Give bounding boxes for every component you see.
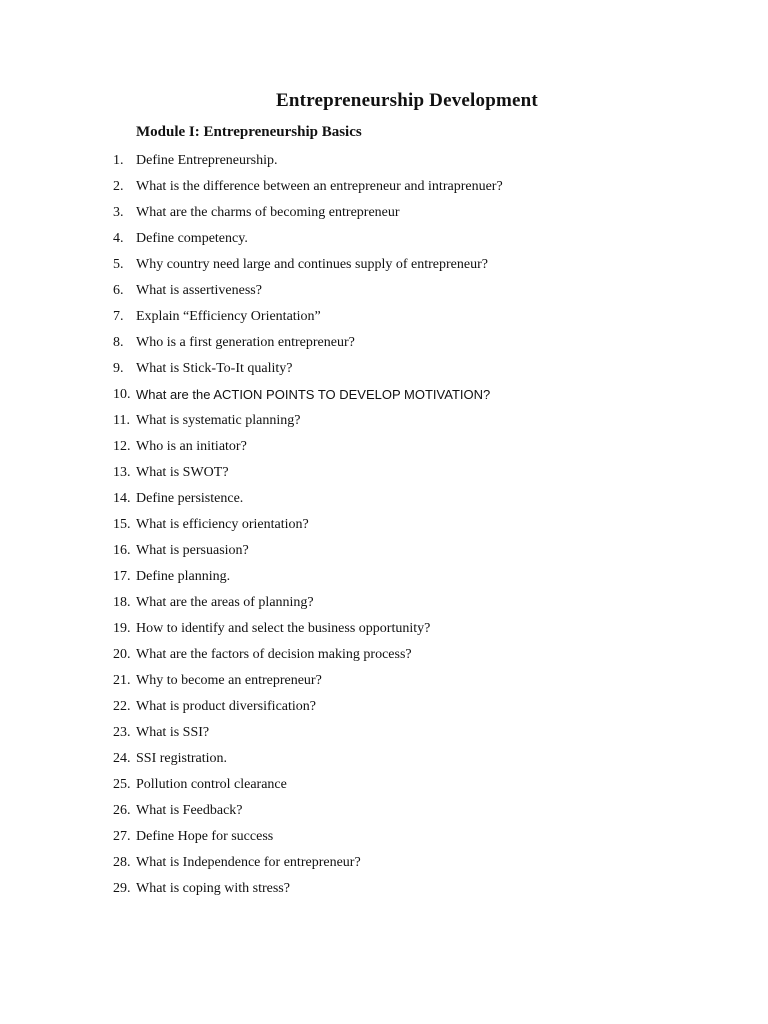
question-item — [0, 460, 768, 486]
question-text: What is systematic planning? — [136, 413, 301, 428]
question-text: SSI registration. — [136, 751, 227, 766]
question-number: 13. — [113, 465, 131, 480]
question-item — [0, 226, 768, 252]
question-list — [0, 148, 768, 902]
question-text: Define competency. — [136, 231, 248, 246]
question-text: Why country need large and continues supply of entrepreneur? — [136, 257, 488, 272]
question-number: 15. — [113, 517, 131, 532]
question-item — [0, 408, 768, 434]
question-number: 17. — [113, 569, 131, 584]
question-text: What is coping with stress? — [136, 881, 290, 896]
question-text: Explain “Efficiency Orientation” — [136, 309, 321, 324]
question-text: What is efficiency orientation? — [136, 517, 309, 532]
question-item — [0, 876, 768, 902]
module-heading: Module I: Entrepreneurship Basics — [136, 124, 362, 140]
question-text: What is Independence for entrepreneur? — [136, 855, 361, 870]
question-number: 1. — [113, 153, 124, 168]
question-text: What is SWOT? — [136, 465, 229, 480]
question-number: 10. — [113, 387, 131, 402]
question-item — [0, 252, 768, 278]
question-number: 3. — [113, 205, 124, 220]
question-text: What are the charms of becoming entrepreneur — [136, 205, 400, 220]
question-number: 22. — [113, 699, 131, 714]
question-number: 9. — [113, 361, 124, 376]
question-text: What is Feedback? — [136, 803, 243, 818]
question-item — [0, 668, 768, 694]
question-item — [0, 720, 768, 746]
question-item — [0, 278, 768, 304]
document-title — [0, 90, 768, 112]
question-item — [0, 330, 768, 356]
question-item — [0, 200, 768, 226]
question-item — [0, 174, 768, 200]
question-number: 19. — [113, 621, 131, 636]
question-text: What is Stick-To-It quality? — [136, 361, 293, 376]
question-item — [0, 564, 768, 590]
question-number: 21. — [113, 673, 131, 688]
question-number: 16. — [113, 543, 131, 558]
question-item — [0, 434, 768, 460]
question-text: What is the difference between an entrepreneur and intraprenuer? — [136, 179, 503, 194]
question-number: 26. — [113, 803, 131, 818]
question-item — [0, 304, 768, 330]
question-number: 11. — [113, 413, 130, 428]
question-text: What is persuasion? — [136, 543, 249, 558]
question-text: Define planning. — [136, 569, 231, 584]
question-number: 23. — [113, 725, 131, 740]
question-text: Why to become an entrepreneur? — [136, 673, 322, 688]
question-number: 20. — [113, 647, 131, 662]
question-number: 25. — [113, 777, 131, 792]
question-number: 27. — [113, 829, 131, 844]
question-number: 5. — [113, 257, 124, 272]
question-text: Define Hope for success — [136, 829, 274, 844]
question-item — [0, 746, 768, 772]
document-title-text: Entrepreneurship Development — [276, 90, 538, 111]
question-item — [0, 772, 768, 798]
question-number: 28. — [113, 855, 131, 870]
question-text: What is assertiveness? — [136, 283, 262, 298]
question-text: What are the ACTION POINTS TO DEVELOP MOTIVATION? — [136, 387, 491, 402]
question-item — [0, 356, 768, 382]
question-number: 2. — [113, 179, 124, 194]
question-text: Pollution control clearance — [136, 777, 287, 792]
question-text: How to identify and select the business opportunity? — [136, 621, 431, 636]
question-number: 18. — [113, 595, 131, 610]
question-text: Who is a first generation entrepreneur? — [136, 335, 355, 350]
question-number: 12. — [113, 439, 131, 454]
question-text: Define persistence. — [136, 491, 244, 506]
question-item — [0, 616, 768, 642]
question-item — [0, 538, 768, 564]
question-number: 14. — [113, 491, 131, 506]
question-item — [0, 850, 768, 876]
question-item — [0, 148, 768, 174]
question-item — [0, 798, 768, 824]
question-item — [0, 642, 768, 668]
question-number: 24. — [113, 751, 131, 766]
question-item — [0, 694, 768, 720]
question-text: What are the factors of decision making process? — [136, 647, 412, 662]
question-item — [0, 824, 768, 850]
question-number: 8. — [113, 335, 124, 350]
question-number: 6. — [113, 283, 124, 298]
question-item — [0, 512, 768, 538]
question-item — [0, 486, 768, 512]
question-text: Define Entrepreneurship. — [136, 153, 278, 168]
question-text: What are the areas of planning? — [136, 595, 314, 610]
question-number: 7. — [113, 309, 124, 324]
question-item — [0, 590, 768, 616]
question-item — [0, 382, 768, 408]
question-text: What is product diversification? — [136, 699, 316, 714]
question-number: 29. — [113, 881, 131, 896]
question-text: What is SSI? — [136, 725, 210, 740]
question-text: Who is an initiator? — [136, 439, 247, 454]
question-number: 4. — [113, 231, 124, 246]
